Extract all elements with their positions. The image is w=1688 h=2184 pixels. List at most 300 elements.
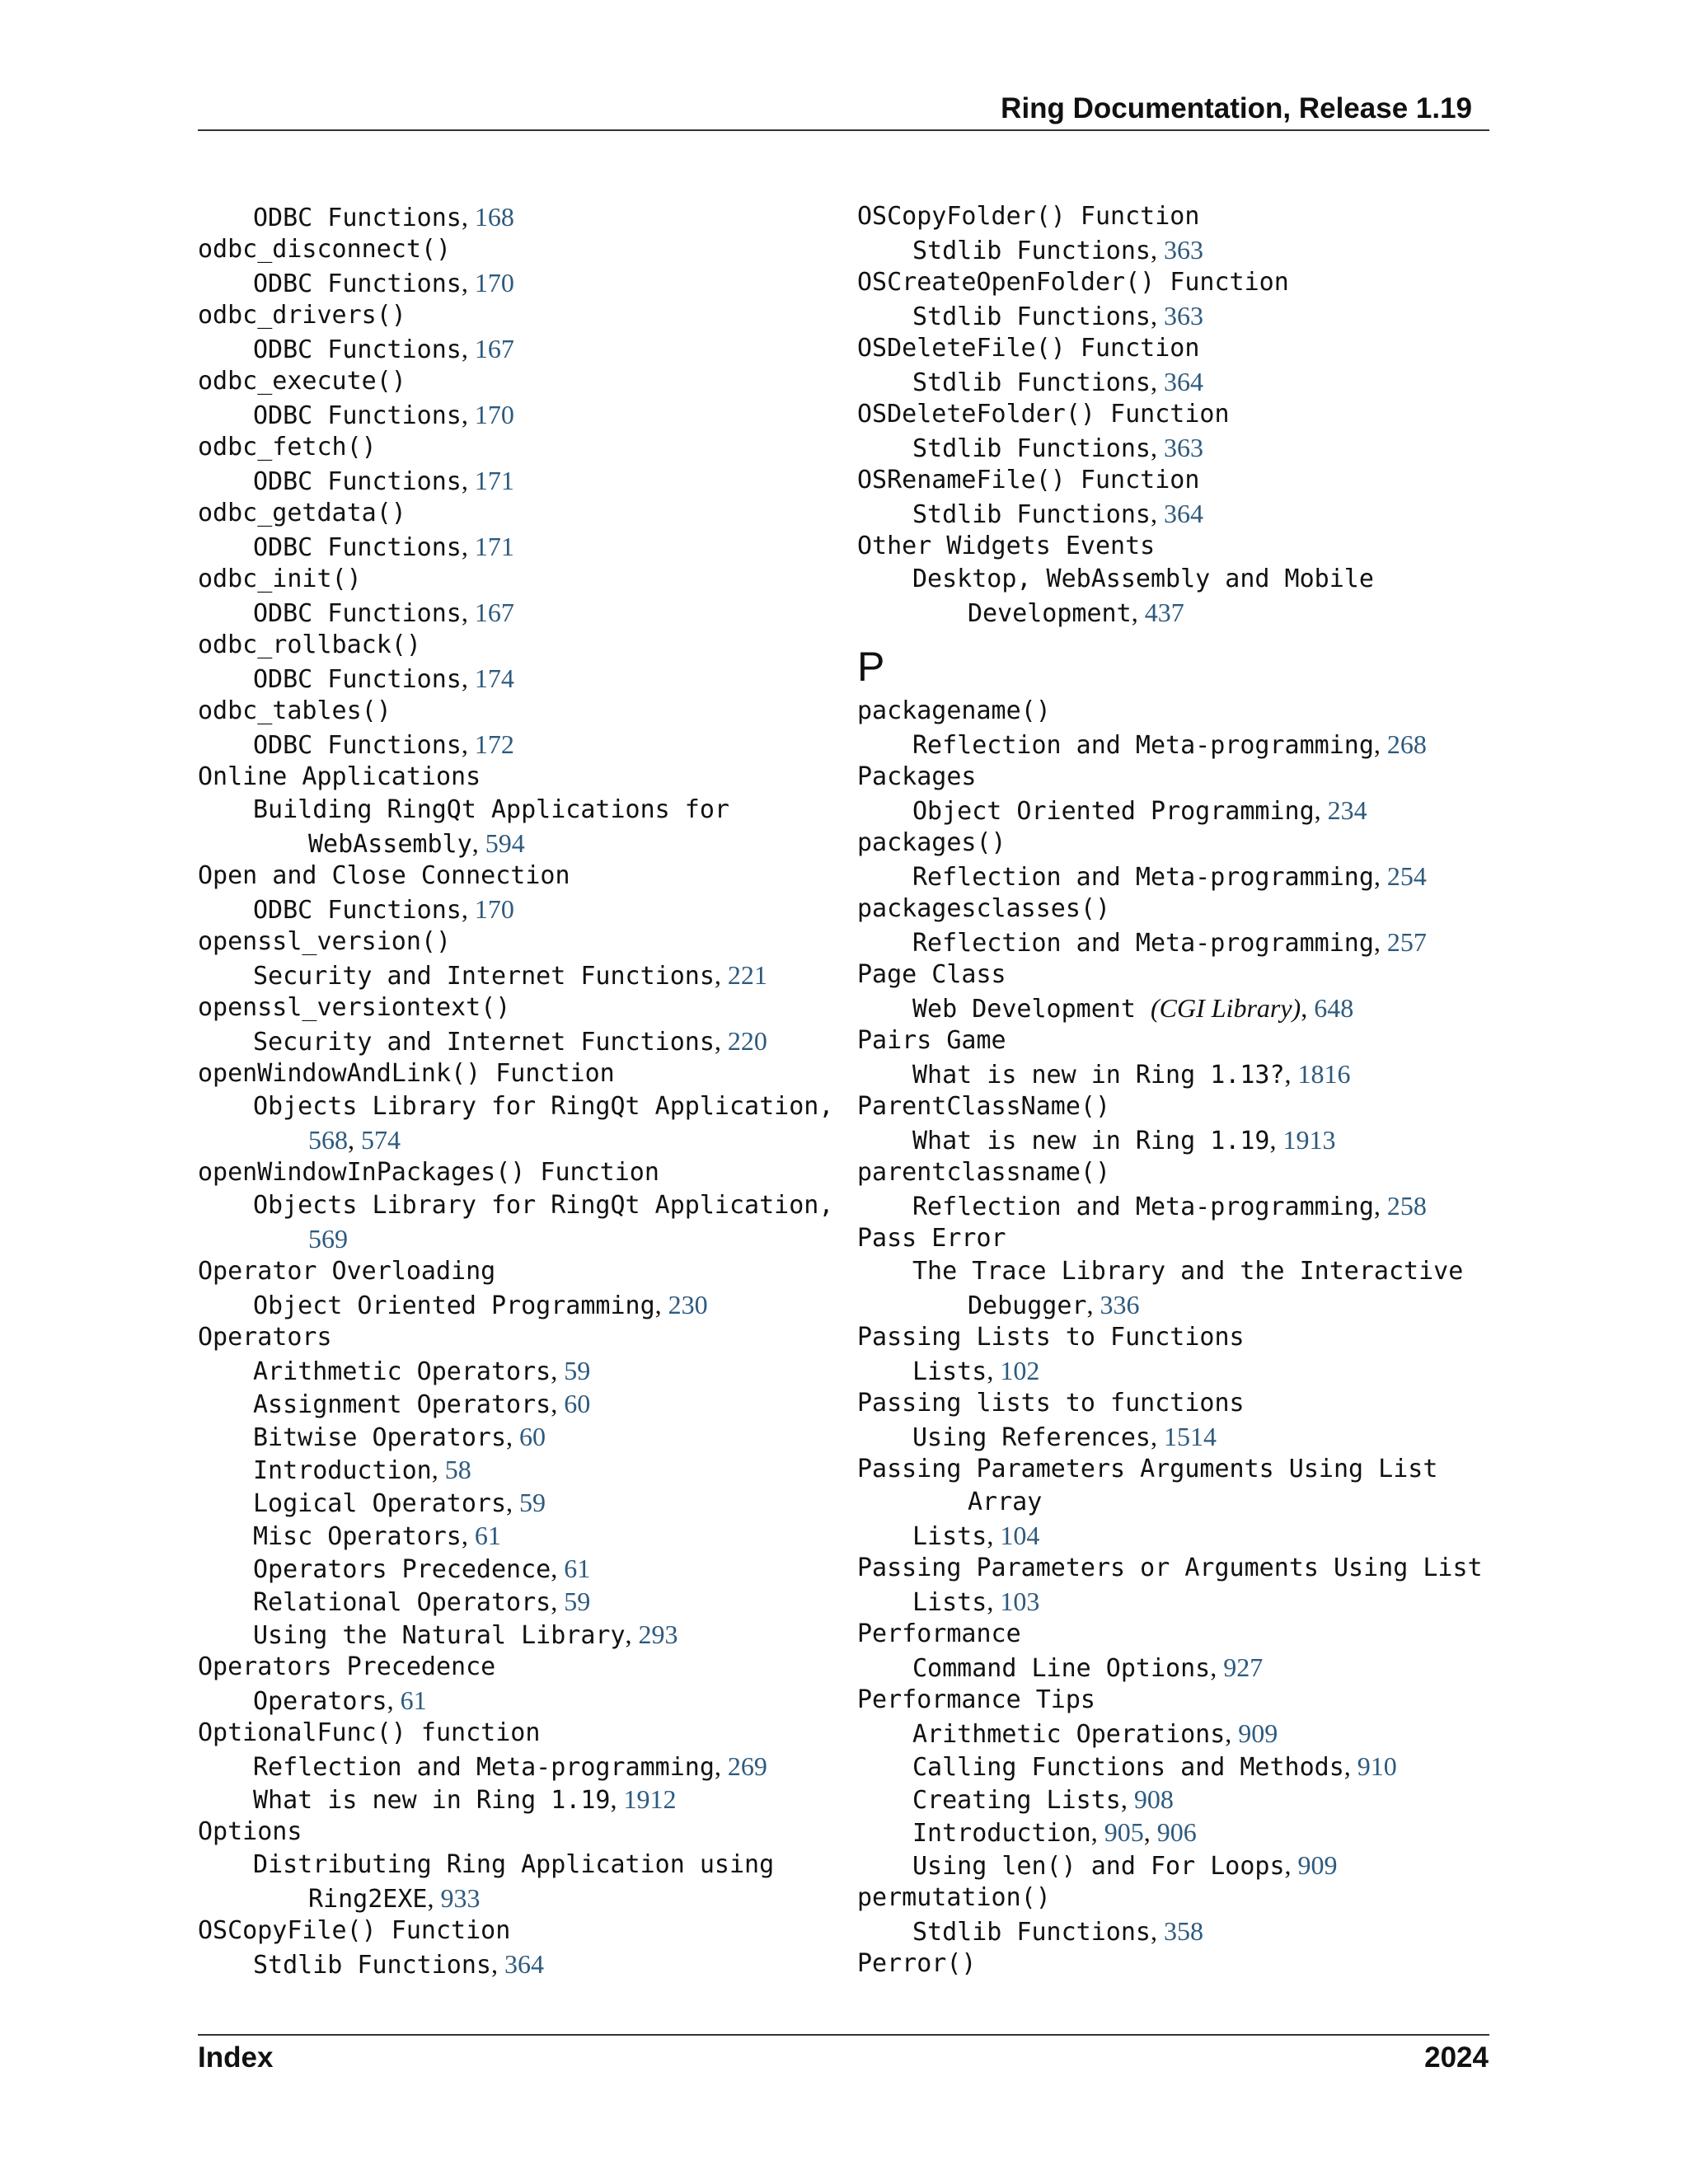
index-subentry (857, 1486, 1508, 1519)
index-subentry (857, 1585, 1508, 1618)
entry-text: Operators (253, 1687, 387, 1716)
index-subentry (857, 1750, 1508, 1783)
entry-text: openWindowInPackages() Function (198, 1158, 659, 1187)
index-subentry (857, 596, 1508, 629)
comma-separator: , (431, 1455, 445, 1484)
comma-separator: , (461, 1521, 475, 1550)
entry-text: Stdlib Functions (253, 1951, 491, 1980)
entry-text: Ring2EXE (308, 1885, 428, 1914)
index-term (198, 365, 824, 398)
comma-separator: , (1373, 729, 1387, 759)
entry-text: odbc_drivers() (198, 301, 406, 330)
entry-text: Object Oriented Programming (253, 1291, 655, 1320)
index-subentry (198, 958, 824, 991)
page-link[interactable]: 1912 (623, 1784, 677, 1814)
index-term (198, 1321, 824, 1354)
page-link[interactable]: 437 (1144, 598, 1184, 627)
index-subentry (198, 1090, 834, 1123)
comma-separator: , (551, 1554, 565, 1583)
entry-text: Desktop, WebAssembly and Mobile (912, 565, 1374, 593)
index-subentry (198, 1882, 824, 1915)
comma-separator: , (506, 1488, 520, 1517)
entry-text: odbc_tables() (198, 696, 392, 725)
entry-text: ODBC Functions (253, 896, 462, 925)
entry-text: Debugger (968, 1291, 1087, 1320)
comma-separator: , (1343, 1751, 1357, 1781)
index-subentry (857, 431, 1508, 464)
entry-text: Passing Parameters or Arguments Using List (857, 1554, 1483, 1582)
page-link[interactable]: 293 (638, 1619, 678, 1649)
page-link[interactable]: 336 (1100, 1290, 1140, 1319)
index-subentry (857, 1651, 1508, 1684)
entry-text: Array (968, 1488, 1043, 1516)
comma-separator: , (1131, 598, 1145, 627)
comma-separator: , (987, 1356, 1001, 1385)
index-term (198, 991, 824, 1024)
comma-separator: , (551, 1586, 565, 1616)
index-term (198, 860, 824, 893)
entry-text: Distributing Ring Application using (253, 1850, 775, 1879)
page-link[interactable]: 59 (564, 1586, 591, 1616)
entry-italic-text: (CGI Library) (1150, 993, 1301, 1023)
entry-text: OSCopyFolder() Function (857, 202, 1200, 231)
entry-text: Page Class (857, 960, 1006, 989)
comma-separator: , (1301, 993, 1315, 1023)
index-term (198, 233, 824, 266)
index-subentry (198, 1123, 824, 1156)
entry-text: Performance Tips (857, 1685, 1095, 1714)
index-letter-heading: P (857, 644, 885, 690)
entry-text: Web Development (912, 995, 1151, 1024)
page-link[interactable]: 170 (474, 894, 514, 924)
page-link[interactable]: 174 (474, 663, 514, 693)
entry-text: Misc Operators (253, 1522, 462, 1551)
entry-text: Pairs Game (857, 1026, 1006, 1055)
entry-text: Logical Operators (253, 1489, 507, 1518)
comma-separator: , (461, 268, 475, 298)
page-link[interactable]: 102 (1000, 1356, 1040, 1385)
entry-text: odbc_getdata() (198, 499, 406, 527)
page-link[interactable]: 364 (504, 1949, 544, 1979)
page-link[interactable]: 171 (474, 466, 514, 495)
index-subentry (198, 1684, 824, 1717)
comma-separator: , (551, 1356, 565, 1385)
page-link[interactable]: 171 (474, 532, 514, 561)
index-subentry (198, 1420, 824, 1453)
entry-text: Lists (912, 1357, 987, 1386)
page-link[interactable]: 908 (1133, 1784, 1174, 1814)
entry-text: Operators (198, 1323, 332, 1352)
comma-separator: , (461, 202, 475, 232)
entry-text: Introduction (253, 1456, 432, 1485)
page-link[interactable]: 60 (564, 1389, 591, 1418)
entry-text: Reflection and Meta-programming (912, 1193, 1374, 1221)
index-term (857, 1387, 1508, 1420)
comma-separator: , (461, 729, 475, 759)
entry-text: Building RingQt Applications for (253, 795, 729, 824)
page-link[interactable]: 60 (519, 1422, 546, 1451)
comma-separator: , (551, 1389, 565, 1418)
page-link[interactable]: 933 (440, 1883, 481, 1913)
index-subentry (198, 332, 824, 365)
entry-text: What is new in Ring 1.19 (912, 1127, 1270, 1155)
index-subentry (857, 1420, 1508, 1453)
page-link[interactable]: 574 (361, 1125, 401, 1155)
entry-text: Online Applications (198, 762, 481, 791)
page-link[interactable]: 594 (485, 828, 525, 858)
page-link[interactable]: 61 (474, 1521, 501, 1550)
page-link[interactable]: 103 (1000, 1586, 1040, 1616)
index-subentry (198, 1354, 824, 1387)
comma-separator: , (461, 334, 475, 363)
page-link[interactable]: 58 (444, 1455, 471, 1484)
entry-text: Passing lists to functions (857, 1389, 1245, 1418)
entry-text: Assignment Operators (253, 1390, 551, 1419)
page-link[interactable]: 254 (1386, 861, 1427, 891)
entry-text: ODBC Functions (253, 269, 462, 298)
index-column-left (198, 200, 834, 1980)
entry-text: Stdlib Functions (912, 237, 1151, 265)
index-term (857, 1090, 1508, 1123)
index-subentry (198, 596, 824, 629)
index-term (857, 1618, 1508, 1651)
entry-text: ODBC Functions (253, 665, 462, 694)
entry-text: Stdlib Functions (912, 434, 1151, 463)
page-link[interactable]: 906 (1156, 1817, 1197, 1847)
page-link[interactable]: 59 (564, 1356, 591, 1385)
index-subentry (857, 1519, 1508, 1552)
comma-separator: , (461, 894, 475, 924)
page-link[interactable]: 648 (1314, 993, 1354, 1023)
page-link[interactable]: 172 (474, 729, 514, 759)
comma-separator: , (714, 960, 728, 990)
index-subentry (198, 1783, 824, 1816)
page-link[interactable]: 59 (519, 1488, 546, 1517)
index-term (857, 464, 1508, 497)
index-subentry (857, 1288, 1508, 1321)
index-subentry (857, 299, 1508, 332)
comma-separator: , (1150, 433, 1164, 462)
entry-text: Stdlib Functions (912, 368, 1151, 397)
entry-text: permutation() (857, 1883, 1051, 1912)
index-subentry (198, 530, 824, 563)
comma-separator: , (1373, 927, 1387, 957)
index-subentry (857, 991, 1508, 1024)
entry-text: Stdlib Functions (912, 1918, 1151, 1947)
comma-separator: , (471, 828, 485, 858)
entry-text: OptionalFunc() function (198, 1718, 541, 1747)
page-link[interactable]: 1514 (1163, 1422, 1217, 1451)
entry-text: packages() (857, 828, 1006, 857)
entry-text: packagename() (857, 696, 1051, 725)
entry-text: Lists (912, 1522, 987, 1551)
entry-text: Reflection and Meta-programming (912, 863, 1374, 892)
page-link[interactable]: 358 (1163, 1916, 1203, 1946)
header-rule (198, 129, 1489, 131)
page-link[interactable]: 569 (308, 1224, 348, 1254)
index-term (198, 1057, 824, 1090)
index-subentry (198, 728, 824, 761)
entry-text: Stdlib Functions (912, 500, 1151, 529)
entry-text: odbc_execute() (198, 367, 406, 396)
index-term (857, 1222, 1508, 1255)
comma-separator: , (1086, 1290, 1100, 1319)
entry-text: Pass Error (857, 1224, 1006, 1253)
comma-separator: , (1090, 1817, 1104, 1847)
entry-text: Creating Lists (912, 1786, 1121, 1815)
page-link[interactable]: 909 (1238, 1718, 1278, 1748)
comma-separator: , (1150, 301, 1164, 330)
index-subentry (857, 860, 1508, 893)
page-link[interactable]: 909 (1297, 1850, 1338, 1880)
index-term (857, 1156, 1508, 1189)
comma-separator: , (1150, 367, 1164, 396)
index-term (857, 761, 1508, 794)
comma-separator: , (506, 1422, 520, 1451)
page-link[interactable]: 268 (1386, 729, 1427, 759)
page-link[interactable]: 230 (668, 1290, 708, 1319)
index-subentry (857, 1717, 1508, 1750)
comma-separator: , (987, 1586, 1001, 1616)
entry-text: OSCopyFile() Function (198, 1916, 511, 1945)
index-subentry (198, 1453, 824, 1486)
index-term (198, 1717, 824, 1750)
entry-text: Options (198, 1817, 302, 1846)
comma-separator: , (1150, 235, 1164, 265)
index-term (198, 629, 824, 662)
index-subentry (857, 1255, 1508, 1288)
comma-separator: , (714, 1026, 728, 1056)
entry-text: Objects Library for RingQt Application, (253, 1092, 834, 1121)
comma-separator: , (461, 400, 475, 429)
index-subentry (198, 1618, 824, 1651)
page-link[interactable]: 269 (727, 1751, 767, 1781)
comma-separator: , (610, 1784, 624, 1814)
entry-text: openssl_version() (198, 927, 452, 956)
index-term (857, 1684, 1508, 1717)
index-subentry (198, 1288, 824, 1321)
entry-text: Security and Internet Functions (253, 962, 715, 991)
entry-text: Using the Natural Library (253, 1621, 626, 1650)
index-subentry (857, 1783, 1508, 1816)
page-link[interactable]: 910 (1357, 1751, 1397, 1781)
page-link[interactable]: 1913 (1282, 1125, 1336, 1155)
index-term (857, 958, 1508, 991)
index-term (198, 1915, 824, 1947)
page-link[interactable]: 167 (474, 334, 514, 363)
page-link[interactable]: 221 (727, 960, 767, 990)
index-subentry (857, 1849, 1508, 1882)
entry-text: Calling Functions and Methods (912, 1753, 1344, 1782)
page-link[interactable]: 363 (1163, 301, 1203, 330)
entry-text: ParentClassName() (857, 1092, 1111, 1121)
entry-text: odbc_disconnect() (198, 235, 452, 264)
footer-rule (198, 2034, 1489, 2036)
comma-separator: , (1284, 1059, 1298, 1089)
comma-separator: , (987, 1521, 1001, 1550)
index-subentry (857, 794, 1508, 827)
comma-separator: , (654, 1290, 668, 1319)
entry-text: ODBC Functions (253, 401, 462, 430)
comma-separator: , (1150, 499, 1164, 528)
index-term (857, 1947, 1508, 1980)
index-term (857, 332, 1508, 365)
index-subentry (857, 233, 1508, 266)
index-term (857, 695, 1508, 728)
entry-text: odbc_init() (198, 565, 362, 593)
index-subentry (198, 794, 824, 827)
comma-separator: , (1150, 1422, 1164, 1451)
page-link[interactable]: 363 (1163, 235, 1203, 265)
entry-text: Relational Operators (253, 1588, 551, 1617)
index-subentry (198, 1519, 824, 1552)
entry-text: Other Widgets Events (857, 532, 1156, 560)
entry-text: Passing Lists to Functions (857, 1323, 1245, 1352)
index-term (198, 1651, 824, 1684)
page-link[interactable]: 61 (564, 1554, 591, 1583)
index-subentry (198, 662, 824, 695)
entry-text: Operator Overloading (198, 1257, 496, 1286)
entry-text: Passing Parameters Arguments Using List (857, 1455, 1438, 1483)
index-subentry (857, 1354, 1508, 1387)
entry-text: Packages (857, 762, 977, 791)
entry-text: OSCreateOpenFolder() Function (857, 268, 1289, 297)
entry-text: Using References (912, 1423, 1151, 1452)
entry-text: parentclassname() (857, 1158, 1111, 1187)
index-term (857, 1321, 1508, 1354)
index-term (857, 530, 1508, 563)
comma-separator: , (1120, 1784, 1134, 1814)
entry-text: Open and Close Connection (198, 861, 570, 890)
page-link[interactable]: 364 (1163, 367, 1203, 396)
entry-text: The Trace Library and the Interactive (912, 1257, 1464, 1286)
comma-separator: , (387, 1685, 401, 1715)
index-term (857, 1882, 1508, 1915)
index-column-right (857, 200, 1508, 1980)
index-term (198, 431, 824, 464)
comma-separator: , (1314, 795, 1328, 825)
running-header-title: Ring Documentation, Release 1.19 (1001, 92, 1472, 124)
entry-text: Reflection and Meta-programming (253, 1753, 715, 1782)
entry-text: ODBC Functions (253, 533, 462, 562)
entry-text: ODBC Functions (253, 204, 462, 232)
comma-separator: , (1150, 1916, 1164, 1946)
comma-separator: , (461, 598, 475, 627)
comma-separator: , (461, 663, 475, 693)
comma-separator: , (490, 1949, 504, 1979)
comma-separator: , (1269, 1125, 1283, 1155)
entry-text: Using len() and For Loops (912, 1852, 1285, 1881)
page-link[interactable]: 104 (1000, 1521, 1040, 1550)
index-term (198, 497, 824, 530)
index-term (857, 1453, 1508, 1486)
entry-text: Operators Precedence (253, 1555, 551, 1584)
comma-separator: , (427, 1883, 441, 1913)
index-term (857, 1552, 1508, 1585)
entry-text: OSDeleteFolder() Function (857, 400, 1230, 429)
comma-separator: , (714, 1751, 728, 1781)
entry-text: Reflection and Meta-programming (912, 929, 1374, 958)
entry-text: openssl_versiontext() (198, 993, 511, 1022)
entry-text: OSDeleteFile() Function (857, 334, 1200, 363)
index-subentry (198, 1585, 824, 1618)
index-term (857, 398, 1508, 431)
comma-separator: , (1373, 1191, 1387, 1221)
index-subentry (198, 200, 824, 233)
comma-separator: , (1225, 1718, 1239, 1748)
page-link[interactable]: 61 (400, 1685, 427, 1715)
page-link[interactable]: 170 (474, 400, 514, 429)
entry-text: packagesclasses() (857, 894, 1111, 923)
index-subentry (198, 827, 824, 860)
entry-text: Lists (912, 1588, 987, 1617)
page-link[interactable]: 220 (727, 1026, 767, 1056)
index-subentry (857, 1816, 1508, 1849)
entry-text: Object Oriented Programming (912, 797, 1315, 826)
page-link[interactable]: 905 (1104, 1817, 1144, 1847)
index-subentry (857, 1123, 1508, 1156)
index-term (857, 893, 1508, 926)
page-link[interactable]: 363 (1163, 433, 1203, 462)
entry-text: Arithmetic Operators (253, 1357, 551, 1386)
entry-text: What is new in Ring 1.19 (253, 1786, 611, 1815)
index-subentry (198, 1486, 824, 1519)
index-subentry (198, 1387, 824, 1420)
page-link[interactable]: 170 (474, 268, 514, 298)
page-link[interactable]: 1816 (1297, 1059, 1351, 1089)
index-subentry (198, 1849, 824, 1882)
index-term (198, 926, 824, 958)
entry-text: Operators Precedence (198, 1652, 496, 1681)
comma-separator: , (1284, 1850, 1298, 1880)
page-link[interactable]: 167 (474, 598, 514, 627)
page-link[interactable]: 234 (1327, 795, 1367, 825)
index-subentry (857, 926, 1508, 958)
footer-page-number: 2024 (1424, 2041, 1489, 2074)
page-link[interactable]: 168 (474, 202, 514, 232)
page-link[interactable]: 258 (1386, 1191, 1427, 1221)
entry-text: Arithmetic Operations (912, 1720, 1226, 1749)
comma-separator: , (348, 1125, 361, 1155)
index-subentry (198, 893, 824, 926)
page-link[interactable]: 927 (1223, 1652, 1264, 1682)
index-subentry (198, 464, 824, 497)
index-subentry (857, 497, 1508, 530)
index-term (857, 266, 1508, 299)
index-term (857, 1024, 1508, 1057)
index-term (198, 1816, 824, 1849)
index-subentry (198, 1552, 824, 1585)
index-term (857, 827, 1508, 860)
index-subentry (198, 1024, 824, 1057)
entry-text: ODBC Functions (253, 731, 462, 760)
index-term (198, 761, 824, 794)
entry-text: WebAssembly (308, 830, 472, 859)
entry-text: OSRenameFile() Function (857, 466, 1200, 494)
page-link[interactable]: 364 (1163, 499, 1203, 528)
index-subentry (857, 728, 1508, 761)
index-term (198, 695, 824, 728)
index-term (198, 299, 824, 332)
page-link[interactable]: 257 (1386, 927, 1427, 957)
page-link[interactable]: 568 (308, 1125, 348, 1155)
comma-separator: , (1373, 861, 1387, 891)
entry-text: What is new in Ring 1.13? (912, 1061, 1285, 1090)
entry-text: openWindowAndLink() Function (198, 1059, 615, 1088)
entry-text: Perror() (857, 1949, 977, 1978)
entry-text: odbc_rollback() (198, 630, 421, 659)
entry-text: odbc_fetch() (198, 433, 377, 462)
